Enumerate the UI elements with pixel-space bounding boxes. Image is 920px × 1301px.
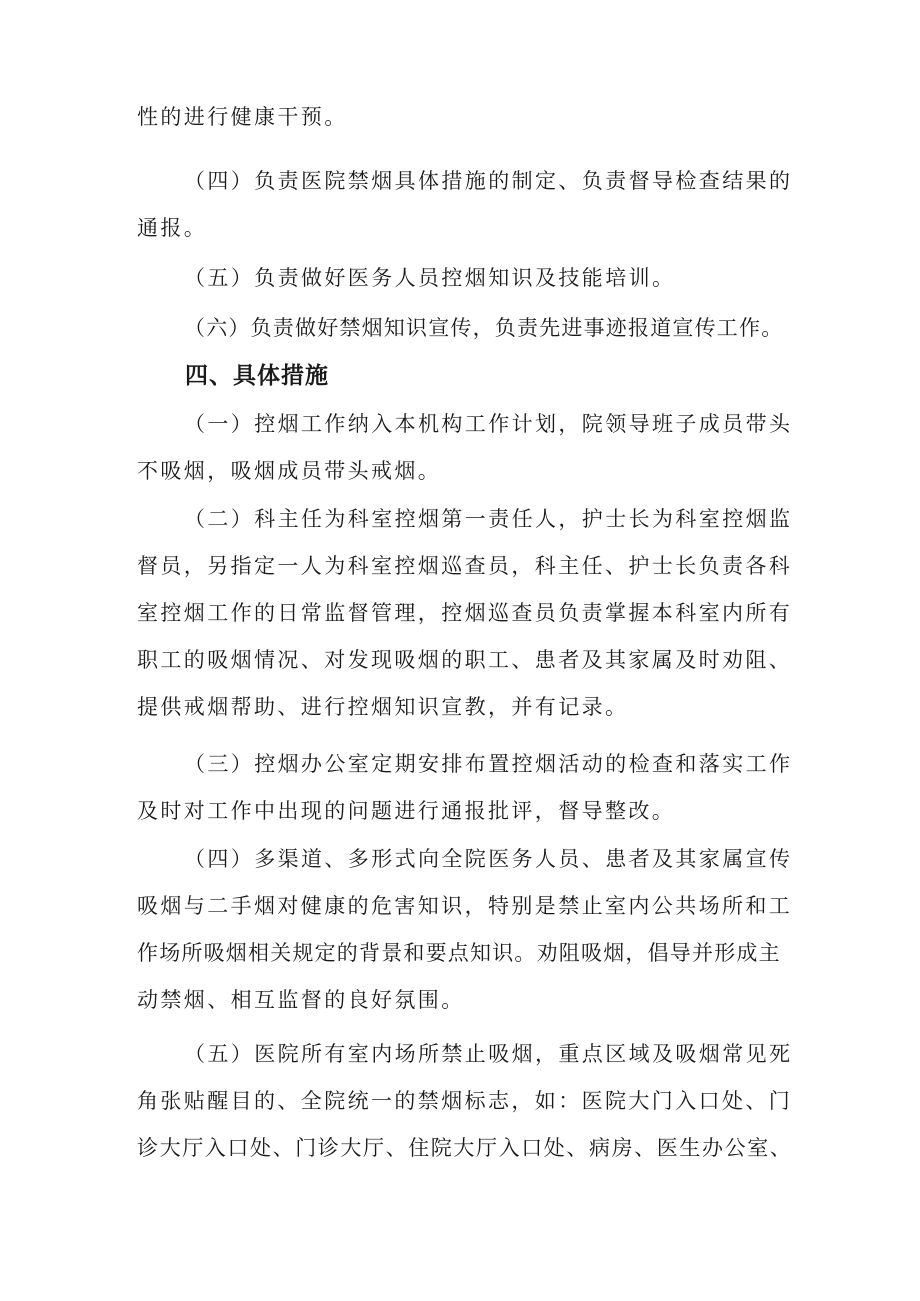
paragraph-measure-4: [137, 836, 797, 1024]
text-line: 诊大厅入口处、门诊大厅、住院大厅入口处、病房、医生办公室、: [137, 1136, 793, 1160]
text-line: 性的进行健康干预。: [137, 105, 348, 129]
paragraph-duty-5: [137, 255, 797, 302]
paragraph-duty-6: [137, 305, 797, 352]
text-line: 通报。: [137, 216, 208, 240]
text-line: （五）医院所有室内场所禁止吸烟，重点区域及吸烟常见死: [184, 1042, 793, 1066]
text-line: （六）负责做好禁烟知识宣传，负责先进事迹报道宣传工作。: [184, 316, 784, 340]
text-line: 吸烟与二手烟对健康的危害知识，特别是禁止室内公共场所和工: [137, 894, 793, 918]
text-line: 及时对工作中出现的问题进行通报批评，督导整改。: [137, 799, 676, 823]
text-line: 职工的吸烟情况、对发现吸烟的职工、患者及其家属及时劝阻、: [137, 648, 793, 672]
text-line: 督员，另指定一人为科室控烟巡查员，科主任、护士长负责各科: [137, 554, 793, 578]
section-heading: 四、具体措施: [185, 363, 329, 389]
paragraph-measure-2: [137, 496, 797, 731]
paragraph-duty-4: [137, 158, 797, 252]
text-line: （二）科主任为科室控烟第一责任人，护士长为科室控烟监: [184, 507, 793, 531]
paragraph-measure-3: [137, 741, 797, 835]
paragraph-continuation: [137, 94, 797, 141]
text-line: （五）负责做好医务人员控烟知识及技能培训。: [184, 266, 676, 290]
text-line: 角张贴醒目的、全院统一的禁烟标志，如：医院大门入口处、门: [137, 1089, 793, 1113]
text-line: 提供戒烟帮助、进行控烟知识宣教，并有记录。: [137, 695, 629, 719]
text-line: 动禁烟、相互监督的良好氛围。: [137, 988, 465, 1012]
text-line: （三）控烟办公室定期安排布置控烟活动的检查和落实工作: [184, 752, 793, 776]
text-line: （四）负责医院禁烟具体措施的制定、负责督导检查结果的: [184, 169, 793, 193]
text-line: （四）多渠道、多形式向全院医务人员、患者及其家属宣传: [184, 847, 793, 871]
text-line: （一）控烟工作纳入本机构工作计划，院领导班子成员带头: [184, 412, 793, 436]
text-line: 室控烟工作的日常监督管理，控烟巡查员负责掌握本科室内所有: [137, 601, 793, 625]
text-line: 作场所吸烟相关规定的背景和要点知识。劝阻吸烟，倡导并形成主: [137, 941, 781, 965]
text-line: 不吸烟，吸烟成员带头戒烟。: [137, 459, 442, 483]
paragraph-measure-5: [137, 1031, 797, 1172]
paragraph-measure-1: [137, 401, 797, 495]
